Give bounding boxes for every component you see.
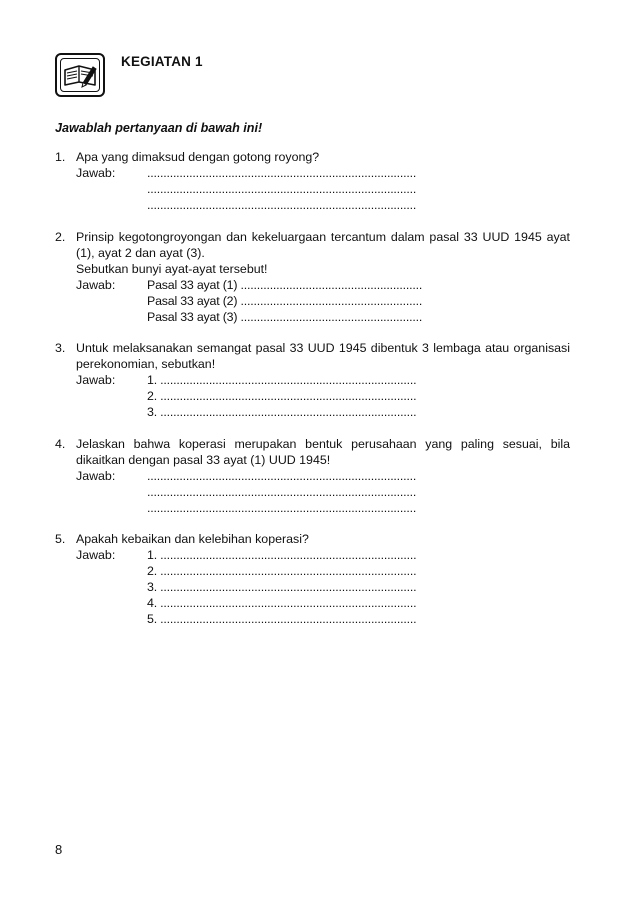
answer-line: 3. ............................................................................... (147, 580, 417, 594)
answer-row (76, 309, 570, 325)
question-line: Sebutkan bunyi ayat-ayat tersebut! (76, 261, 268, 276)
question-number: 2. (55, 229, 66, 244)
answer-row (76, 611, 570, 627)
answer-label: Jawab: (76, 373, 116, 387)
answer-line: ................................................................................... (147, 484, 417, 499)
answer-label: Jawab: (76, 548, 116, 562)
activity-header (55, 45, 595, 105)
answer-row (76, 277, 570, 293)
answer-row (76, 165, 570, 181)
answer-row (76, 484, 570, 500)
question-list (55, 149, 570, 643)
question-number: 1. (55, 150, 66, 164)
page-number: 8 (55, 842, 63, 857)
answer-label: Jawab: (76, 166, 116, 180)
answer-line: 1. ............................................................................... (147, 373, 417, 387)
answer-line: ................................................................................... (147, 166, 417, 180)
question-4 (55, 436, 570, 516)
question-number: 5. (55, 532, 66, 546)
answer-label: Jawab: (76, 468, 116, 483)
question-text (76, 149, 570, 165)
answer-row (76, 468, 570, 484)
question-2 (55, 229, 570, 325)
question-5 (55, 531, 570, 627)
question-text (76, 531, 570, 547)
answer-line: ................................................................................... (147, 468, 417, 483)
instruction-text: Jawablah pertanyaan di bawah ini! (55, 121, 263, 135)
question-line: Jelaskan bahwa koperasi merupakan bentuk perusahaan yang paling sesuai, bila dikaitkan dengan pasal 33 ayat (1) UUD 1945! (76, 436, 570, 467)
answer-line: ................................................................................... (147, 500, 417, 515)
question-line: Untuk melaksanakan semangat pasal 33 UUD 1945 dibentuk 3 lembaga atau organisasi perekonomian, sebutkan! (76, 341, 570, 371)
answer-line: Pasal 33 ayat (2) ........................................................ (147, 293, 423, 308)
answer-row (76, 563, 570, 579)
question-line: Prinsip kegotongroyongan dan kekeluargaan tercantum dalam pasal 33 UUD 1945 ayat (1), ayat 2 dan ayat (3). (76, 229, 570, 260)
answer-line: 2. ............................................................................... (147, 564, 417, 578)
answer-row (76, 579, 570, 595)
answer-line: 5. ............................................................................... (147, 612, 417, 626)
answer-row (76, 293, 570, 309)
answer-row (76, 404, 570, 420)
answer-line: ................................................................................... (147, 182, 417, 196)
writing-book-icon (55, 53, 105, 97)
question-3 (55, 340, 570, 420)
answer-row (76, 372, 570, 388)
answer-line: 1. ............................................................................... (147, 548, 417, 562)
question-1 (55, 149, 570, 213)
question-number: 3. (55, 341, 66, 355)
answer-label: Jawab: (76, 277, 116, 292)
answer-line: Pasal 33 ayat (1) ........................................................ (147, 277, 423, 292)
question-text (76, 436, 570, 468)
question-number: 4. (55, 436, 66, 451)
answer-row (76, 595, 570, 611)
question-line: Apakah kebaikan dan kelebihan koperasi? (76, 532, 309, 546)
answer-line: 4. ............................................................................... (147, 596, 417, 610)
answer-row (76, 388, 570, 404)
answer-line: 2. ............................................................................... (147, 389, 417, 403)
answer-row (76, 197, 570, 213)
answer-row (76, 181, 570, 197)
answer-row (76, 500, 570, 516)
answer-line: 3. ............................................................................... (147, 405, 417, 419)
answer-row (76, 547, 570, 563)
question-line: Apa yang dimaksud dengan gotong royong? (76, 150, 320, 164)
answer-line: ................................................................................... (147, 198, 417, 212)
answer-line: Pasal 33 ayat (3) ........................................................ (147, 309, 423, 324)
activity-title: KEGIATAN 1 (121, 54, 203, 69)
question-text (76, 229, 570, 277)
question-text (76, 340, 570, 372)
